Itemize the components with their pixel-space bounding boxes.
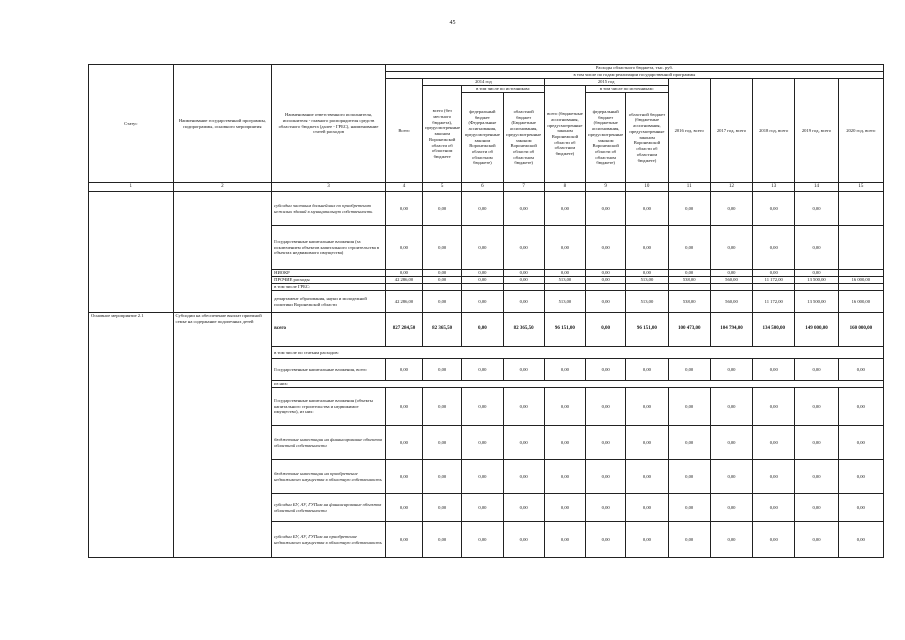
budget-table [88, 64, 884, 558]
value-cell: 42 286,00 [385, 277, 422, 284]
column-number: 14 [795, 183, 838, 192]
value-cell: 0,00 [795, 426, 838, 460]
value-cell: 0,00 [753, 226, 795, 270]
value-cell: 0,00 [462, 426, 503, 460]
value-cell: 0,00 [503, 270, 544, 277]
value-cell: 0,00 [753, 388, 795, 426]
value-cell: 0,00 [586, 270, 626, 277]
value-cell: 0,00 [668, 359, 710, 381]
value-cell: 0,00 [423, 270, 462, 277]
program-cell [173, 192, 272, 313]
value-cell: 513,00 [544, 291, 585, 313]
column-number: 5 [423, 183, 462, 192]
row-label: бюджетные инвестиции на приобретение недвижимого имущества в областную собственность [272, 460, 386, 494]
main-event-name-text: Субсидии на обеспечение выплат приемной семье на содержание подопечных детей [175, 313, 262, 324]
value-cell: 0,00 [838, 426, 883, 460]
value-cell: 0,00 [710, 426, 752, 460]
value-cell: 0,00 [423, 494, 462, 522]
column-number: 13 [753, 183, 795, 192]
value-cell: 0,00 [795, 270, 838, 277]
column-number: 8 [544, 183, 585, 192]
value-cell: 0,00 [385, 270, 422, 277]
col14-header: 2019 год, всего [795, 79, 838, 183]
executor-header: Наименование ответственного исполнителя, исполнителя - главного распорядителя средств областного бюджета (далее - ГРБС), наименование статей расходов [272, 65, 386, 183]
value-cell: 0,00 [544, 270, 585, 277]
value-cell: 16 000,00 [838, 291, 883, 313]
value-cell: 0,00 [586, 426, 626, 460]
value-cell: 0,00 [544, 426, 585, 460]
col-total-header: Всего [385, 79, 422, 183]
column-number: 11 [668, 183, 710, 192]
value-cell: 0,00 [626, 460, 668, 494]
value-cell: 0,00 [753, 460, 795, 494]
column-number: 4 [385, 183, 422, 192]
value-cell: 0,00 [544, 359, 585, 381]
value-cell: 513,00 [626, 277, 668, 284]
value-cell: 0,00 [710, 359, 752, 381]
value-cell [385, 284, 422, 291]
value-cell: 538,00 [668, 277, 710, 284]
expenses-title: Расходы областного бюджета, тыс. руб. [385, 65, 883, 72]
total-value: 96 151,00 [544, 313, 585, 347]
col9-header: федеральный бюджет (бюджетные ассигнования, предусмотренные законом Воронежской области об областном бюджете) [586, 93, 626, 183]
row-label: субсидии частным дальнейших по приобретению нежилых зданий в муниципальную собственность [272, 192, 386, 226]
table-row [89, 192, 884, 226]
value-cell: 0,00 [462, 359, 503, 381]
value-cell: 0,00 [544, 494, 585, 522]
value-cell: 0,00 [586, 522, 626, 558]
value-cell: 0,00 [462, 460, 503, 494]
value-cell [423, 284, 462, 291]
total-value: 827 284,50 [385, 313, 422, 347]
col11-header: 2016 год, всего [668, 79, 710, 183]
value-cell: 0,00 [423, 522, 462, 558]
value-cell: 16 000,00 [838, 277, 883, 284]
total-value: 104 794,00 [710, 313, 752, 347]
value-cell: 0,00 [462, 270, 503, 277]
col10-header: областной бюджет (бюджетные ассигнования, предусмотренные законом Воронежской области об областном бюджете) [626, 93, 668, 183]
value-cell: 0,00 [668, 270, 710, 277]
value-cell: 0,00 [503, 291, 544, 313]
col6-header: федеральный бюджет (Федеральные ассигнования, предусмотренные законом Воронежской области об областном бюджете) [462, 93, 503, 183]
value-cell: 0,00 [710, 192, 752, 226]
value-cell: 0,00 [462, 388, 503, 426]
column-number: 2 [173, 183, 272, 192]
value-cell: 0,00 [503, 192, 544, 226]
value-cell [838, 270, 883, 277]
value-cell: 0,00 [586, 277, 626, 284]
status-cell [89, 192, 174, 313]
column-number: 12 [710, 183, 752, 192]
sources-2015-header: в том числе по источникам: [586, 86, 669, 93]
value-cell [503, 284, 544, 291]
value-cell: 0,00 [544, 226, 585, 270]
value-cell: 0,00 [626, 522, 668, 558]
value-cell: 0,00 [710, 388, 752, 426]
value-cell: 0,00 [710, 494, 752, 522]
main-event-row [89, 313, 884, 347]
column-number: 10 [626, 183, 668, 192]
value-cell: 0,00 [795, 359, 838, 381]
total-value: 149 000,00 [795, 313, 838, 347]
value-cell [795, 284, 838, 291]
column-number-row [89, 183, 884, 192]
value-cell: 0,00 [795, 460, 838, 494]
value-cell: 0,00 [586, 388, 626, 426]
row-label: в том числе по статьям расходов: [272, 347, 884, 359]
value-cell: 0,00 [626, 426, 668, 460]
value-cell: 0,00 [385, 192, 422, 226]
value-cell: 0,00 [462, 494, 503, 522]
value-cell: 0,00 [838, 359, 883, 381]
value-cell: 0,00 [503, 426, 544, 460]
row-label: из них: [272, 381, 884, 388]
status-header: Статус [89, 65, 174, 183]
total-label: всего [272, 313, 386, 347]
value-cell: 0,00 [385, 494, 422, 522]
value-cell: 0,00 [626, 226, 668, 270]
total-value: 0,00 [586, 313, 626, 347]
value-cell: 0,00 [795, 522, 838, 558]
value-cell: 0,00 [838, 494, 883, 522]
value-cell: 0,00 [544, 388, 585, 426]
value-cell [753, 284, 795, 291]
value-cell [710, 284, 752, 291]
value-cell: 0,00 [795, 192, 838, 226]
value-cell: 0,00 [423, 277, 462, 284]
value-cell: 0,00 [668, 388, 710, 426]
row-label: в том числе ГРБС: [272, 284, 386, 291]
row-label: Государственные капитальные вложения (за исключением объектов капитального строительства в объектах недвижимого имущества) [272, 226, 386, 270]
value-cell: 0,00 [710, 226, 752, 270]
row-label: субсидии БУ, АУ, ГУПам на приобретение недвижимого имущества в областную собственность [272, 522, 386, 558]
value-cell: 0,00 [626, 270, 668, 277]
page-number: 45 [449, 20, 456, 26]
total-value: 134 500,00 [753, 313, 795, 347]
value-cell: 0,00 [586, 359, 626, 381]
row-label: НИОКР [272, 270, 386, 277]
value-cell: 538,00 [668, 291, 710, 313]
col8-header: всего (бюджетные ассигнования, предусмотренные законом Воронежской области об областном бюджете) [544, 86, 585, 183]
value-cell: 0,00 [753, 494, 795, 522]
total-value: 82 365,50 [503, 313, 544, 347]
row-label: Государственные капитальные вложения, всего [272, 359, 386, 381]
row-label: субсидии БУ, АУ, ГУПам на финансирование объектов областной собственности [272, 494, 386, 522]
value-cell: 11 172,00 [753, 291, 795, 313]
value-cell: 0,00 [586, 192, 626, 226]
total-value: 96 151,00 [626, 313, 668, 347]
value-cell: 0,00 [668, 426, 710, 460]
value-cell: 0,00 [710, 460, 752, 494]
value-cell: 13 500,00 [795, 291, 838, 313]
value-cell: 0,00 [423, 192, 462, 226]
expenses-subtitle: в том числе по годам реализации государственной программы [385, 72, 883, 79]
row-label: департамент образования, науки и молодежной политики Воронежской области [272, 291, 386, 313]
value-cell: 0,00 [753, 522, 795, 558]
value-cell: 0,00 [753, 270, 795, 277]
value-cell: 0,00 [462, 226, 503, 270]
total-value: 82 365,50 [423, 313, 462, 347]
value-cell: 11 172,00 [753, 277, 795, 284]
value-cell: 0,00 [795, 494, 838, 522]
value-cell: 0,00 [503, 226, 544, 270]
value-cell: 0,00 [503, 359, 544, 381]
value-cell: 0,00 [753, 426, 795, 460]
row-label: Государственные капитальные вложения (объекты капитального строительства и недвижимое имущество), из них: [272, 388, 386, 426]
col5-header: всего (без местного бюджета), предусмотренные законом Воронежской области об областном бюджете [423, 86, 462, 183]
year-2014-header: 2014 год [423, 79, 545, 86]
value-cell [838, 284, 883, 291]
value-cell: 0,00 [423, 426, 462, 460]
value-cell: 0,00 [586, 291, 626, 313]
value-cell [838, 192, 883, 226]
value-cell: 0,00 [626, 192, 668, 226]
column-number: 6 [462, 183, 503, 192]
value-cell: 0,00 [710, 522, 752, 558]
value-cell: 0,00 [423, 226, 462, 270]
value-cell: 0,00 [385, 522, 422, 558]
total-value: 160 000,00 [838, 313, 883, 347]
value-cell: 0,00 [838, 460, 883, 494]
value-cell: 0,00 [503, 277, 544, 284]
value-cell: 0,00 [753, 359, 795, 381]
sources-2014-header: в том числе по источникам: [462, 86, 545, 93]
value-cell: 0,00 [503, 388, 544, 426]
value-cell: 0,00 [385, 226, 422, 270]
value-cell [668, 284, 710, 291]
column-number: 1 [89, 183, 174, 192]
value-cell: 0,00 [462, 277, 503, 284]
col15-header: 2020 год, всего [838, 79, 883, 183]
value-cell: 0,00 [503, 460, 544, 494]
value-cell: 0,00 [626, 359, 668, 381]
value-cell: 0,00 [626, 388, 668, 426]
value-cell [838, 226, 883, 270]
value-cell: 0,00 [544, 192, 585, 226]
column-number: 7 [503, 183, 544, 192]
col12-header: 2017 год, всего [710, 79, 752, 183]
value-cell: 0,00 [423, 388, 462, 426]
value-cell: 513,00 [626, 291, 668, 313]
value-cell: 0,00 [423, 291, 462, 313]
value-cell: 0,00 [586, 226, 626, 270]
value-cell: 0,00 [503, 494, 544, 522]
value-cell: 42 286,00 [385, 291, 422, 313]
main-event-status-text: Основное мероприятие 2.1 [91, 313, 144, 318]
value-cell [586, 284, 626, 291]
column-number: 3 [272, 183, 386, 192]
value-cell: 0,00 [668, 460, 710, 494]
value-cell: 0,00 [544, 522, 585, 558]
row-label: бюджетные инвестиции на финансирование объектов областной собственности [272, 426, 386, 460]
col13-header: 2018 год, всего [753, 79, 795, 183]
value-cell: 0,00 [710, 270, 752, 277]
value-cell: 0,00 [668, 192, 710, 226]
value-cell: 0,00 [462, 522, 503, 558]
value-cell: 0,00 [668, 494, 710, 522]
value-cell [462, 284, 503, 291]
value-cell: 0,00 [753, 192, 795, 226]
value-cell: 560,00 [710, 291, 752, 313]
value-cell: 0,00 [423, 359, 462, 381]
value-cell [626, 284, 668, 291]
value-cell: 0,00 [385, 359, 422, 381]
value-cell: 0,00 [586, 460, 626, 494]
column-number: 9 [586, 183, 626, 192]
value-cell: 560,00 [710, 277, 752, 284]
value-cell: 0,00 [385, 388, 422, 426]
total-value: 100 473,00 [668, 313, 710, 347]
main-event-name [173, 313, 272, 558]
main-event-status [89, 313, 174, 558]
value-cell: 13 500,00 [795, 277, 838, 284]
value-cell: 0,00 [544, 460, 585, 494]
value-cell: 0,00 [795, 226, 838, 270]
value-cell: 513,00 [544, 277, 585, 284]
value-cell: 0,00 [586, 494, 626, 522]
column-number: 15 [838, 183, 883, 192]
value-cell [544, 284, 585, 291]
value-cell: 0,00 [462, 192, 503, 226]
total-value: 0,00 [462, 313, 503, 347]
value-cell: 0,00 [462, 291, 503, 313]
value-cell: 0,00 [838, 388, 883, 426]
value-cell: 0,00 [626, 494, 668, 522]
col7-header: областной бюджет (Бюджетные ассигнования, предусмотренные законом Воронежской области об областном бюджете) [503, 93, 544, 183]
value-cell: 0,00 [385, 460, 422, 494]
value-cell: 0,00 [385, 426, 422, 460]
value-cell: 0,00 [503, 522, 544, 558]
year-2015-header: 2015 год [544, 79, 668, 86]
value-cell: 0,00 [668, 522, 710, 558]
program-name-header: Наименование государственной программы, подпрограммы, основного мероприятия [173, 65, 272, 183]
value-cell: 0,00 [838, 522, 883, 558]
value-cell: 0,00 [423, 460, 462, 494]
row-label: ПРОЧИЕ расходы [272, 277, 386, 284]
value-cell: 0,00 [795, 388, 838, 426]
value-cell: 0,00 [668, 226, 710, 270]
